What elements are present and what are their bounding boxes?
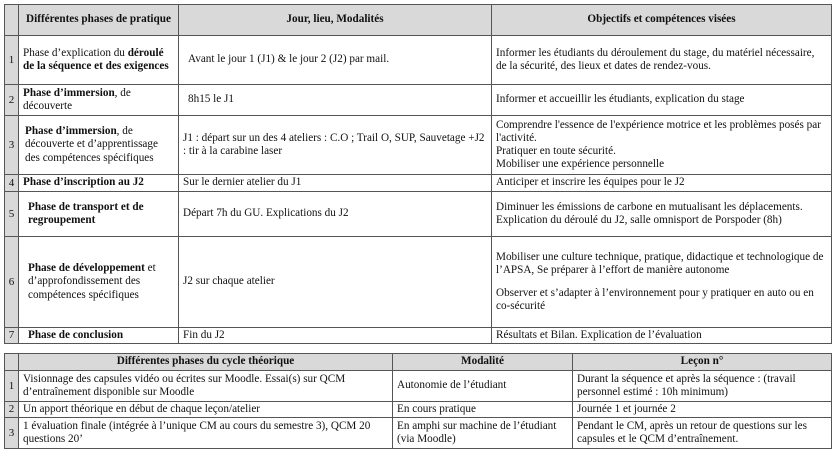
row-number: 3 [5, 418, 19, 449]
objective-line: Résultats et Bilan. Explication de l’évaluation [496, 329, 702, 341]
table-row [5, 85, 832, 116]
lecon-cell: Durant la séquence et après la séquence : (travail personnel estimé : 10h minimum) [573, 371, 832, 402]
phase-cell [19, 328, 179, 344]
objective-line: Pratiquer en toute sécurité. [496, 145, 616, 157]
theory-header-row [5, 354, 832, 371]
modalites-cell: Départ 7h du GU. Explications du J2 [179, 192, 492, 237]
theory-phase-column-header: Différentes phases du cycle théorique [19, 354, 393, 371]
row-number: 2 [5, 402, 19, 418]
modalite-column-header: Modalité [393, 354, 573, 371]
row-number: 1 [5, 371, 19, 402]
practice-header-row [5, 5, 832, 36]
modalites-cell: Fin du J2 [179, 328, 492, 344]
objective-line: Informer et accueillir les étudiants, explication du stage [496, 93, 745, 106]
objectifs-cell [492, 116, 832, 175]
phase-text: et d’approfondissement des compétences spécifiques [28, 262, 156, 301]
row-number: 3 [5, 116, 19, 175]
table-row [5, 36, 832, 85]
objectifs-cell [492, 328, 832, 344]
row-number-header [5, 5, 19, 36]
modalite-cell: En cours pratique [393, 402, 573, 418]
phase-cell [19, 192, 179, 237]
phase-text: , de découverte [23, 86, 131, 112]
phase-cell [19, 85, 179, 116]
table-row [5, 175, 832, 192]
phase-emphasis: Phase d’immersion [25, 125, 117, 138]
modalite-cell: Autonomie de l’étudiant [393, 371, 573, 402]
objective-gap [496, 277, 827, 287]
phase-emphasis: Phase d’inscription au J2 [23, 176, 144, 189]
theory-cycle-table [4, 353, 832, 449]
row-number: 1 [5, 36, 19, 85]
lecon-cell: Pendant le CM, après un retour de questions sur les capsules et le QCM d’entraînement. [573, 418, 832, 449]
row-number: 4 [5, 175, 19, 192]
modalites-cell: Sur le dernier atelier du J1 [179, 175, 492, 192]
row-number: 5 [5, 192, 19, 237]
objectifs-cell [492, 36, 832, 85]
phase-emphasis: Phase de conclusion [28, 329, 124, 341]
phase-cell [19, 36, 179, 85]
row-number: 2 [5, 85, 19, 116]
objective-line: Informer les étudiants du déroulement du stage, du matériel nécessaire, de la sécurité, des lieux et dates de rendez-vous. [496, 46, 815, 72]
objectifs-cell [492, 192, 832, 237]
objective-line: Comprendre l'essence de l'expérience motrice et les problèmes posés par l'activité. [496, 118, 821, 144]
phase-cell [19, 175, 179, 192]
phase-emphasis: Phase de développement [28, 262, 145, 275]
phase-cell [19, 237, 179, 328]
modalite-cell: En amphi sur machine de l’étudiant (via Moodle) [393, 418, 573, 449]
modalites-column-header: Jour, lieu, Modalités [179, 5, 492, 36]
modalites-cell: J2 sur chaque atelier [179, 237, 492, 328]
row-number-header [5, 354, 19, 371]
row-number: 7 [5, 328, 19, 344]
table-row [5, 237, 832, 328]
theory-phase-cell: Un apport théorique en début de chaque leçon/atelier [19, 402, 393, 418]
objective-line: Diminuer les émissions de carbone en mutualisant les déplacements. Explication du déroulé du J2, salle omnisport de Porspoder (8h) [496, 200, 803, 226]
phase-text: Phase d’explication du [23, 46, 128, 59]
table-row [5, 418, 832, 449]
table-row [5, 402, 832, 418]
theory-phase-cell: Visionnage des capsules vidéo ou écrites sur Moodle. Essai(s) sur QCM d’entraînement disponible sur Moodle [19, 371, 393, 402]
objective-line: Mobiliser une culture technique, pratique, didactique et technologique de l’APSA, Se préparer à l’effort de manière autonome [496, 250, 824, 276]
objectifs-cell [492, 85, 832, 116]
objectifs-cell [492, 175, 832, 192]
modalites-cell: 8h15 le J1 [179, 85, 492, 116]
phase-emphasis: déroulé de la séquence et des exigences [23, 46, 169, 72]
lecon-column-header: Leçon n° [573, 354, 832, 371]
table-row [5, 192, 832, 237]
phase-text: , de découverte et d’apprentissage des compétences spécifiques [25, 125, 158, 164]
objectifs-cell [492, 237, 832, 328]
practice-phases-table [4, 4, 832, 344]
modalites-cell: J1 : départ sur un des 4 ateliers : C.O ; Trail O, SUP, Sauvetage +J2 : tir à la carabine laser [179, 116, 492, 175]
row-number: 6 [5, 237, 19, 328]
objectifs-column-header: Objectifs et compétences visées [492, 5, 832, 36]
table-row [5, 371, 832, 402]
objective-line: Anticiper et inscrire les équipes pour le J2 [496, 176, 685, 189]
phase-emphasis: Phase d’immersion [23, 86, 115, 99]
phase-column-header: Différentes phases de pratique [19, 5, 179, 36]
lecon-cell: Journée 1 et journée 2 [573, 402, 832, 418]
modalites-cell: Avant le jour 1 (J1) & le jour 2 (J2) par mail. [179, 36, 492, 85]
table-row [5, 328, 832, 344]
objective-line: Mobiliser une expérience personnelle [496, 158, 665, 171]
table-row [5, 116, 832, 175]
objective-line: Observer et s’adapter à l’environnement pour y pratiquer en auto ou en co-sécurité [496, 287, 814, 313]
phase-cell [19, 116, 179, 175]
theory-phase-cell: 1 évaluation finale (intégrée à l’unique CM au cours du semestre 3), QCM 20 questions 20’ [19, 418, 393, 449]
phase-emphasis: Phase de transport et de regroupement [28, 200, 144, 226]
